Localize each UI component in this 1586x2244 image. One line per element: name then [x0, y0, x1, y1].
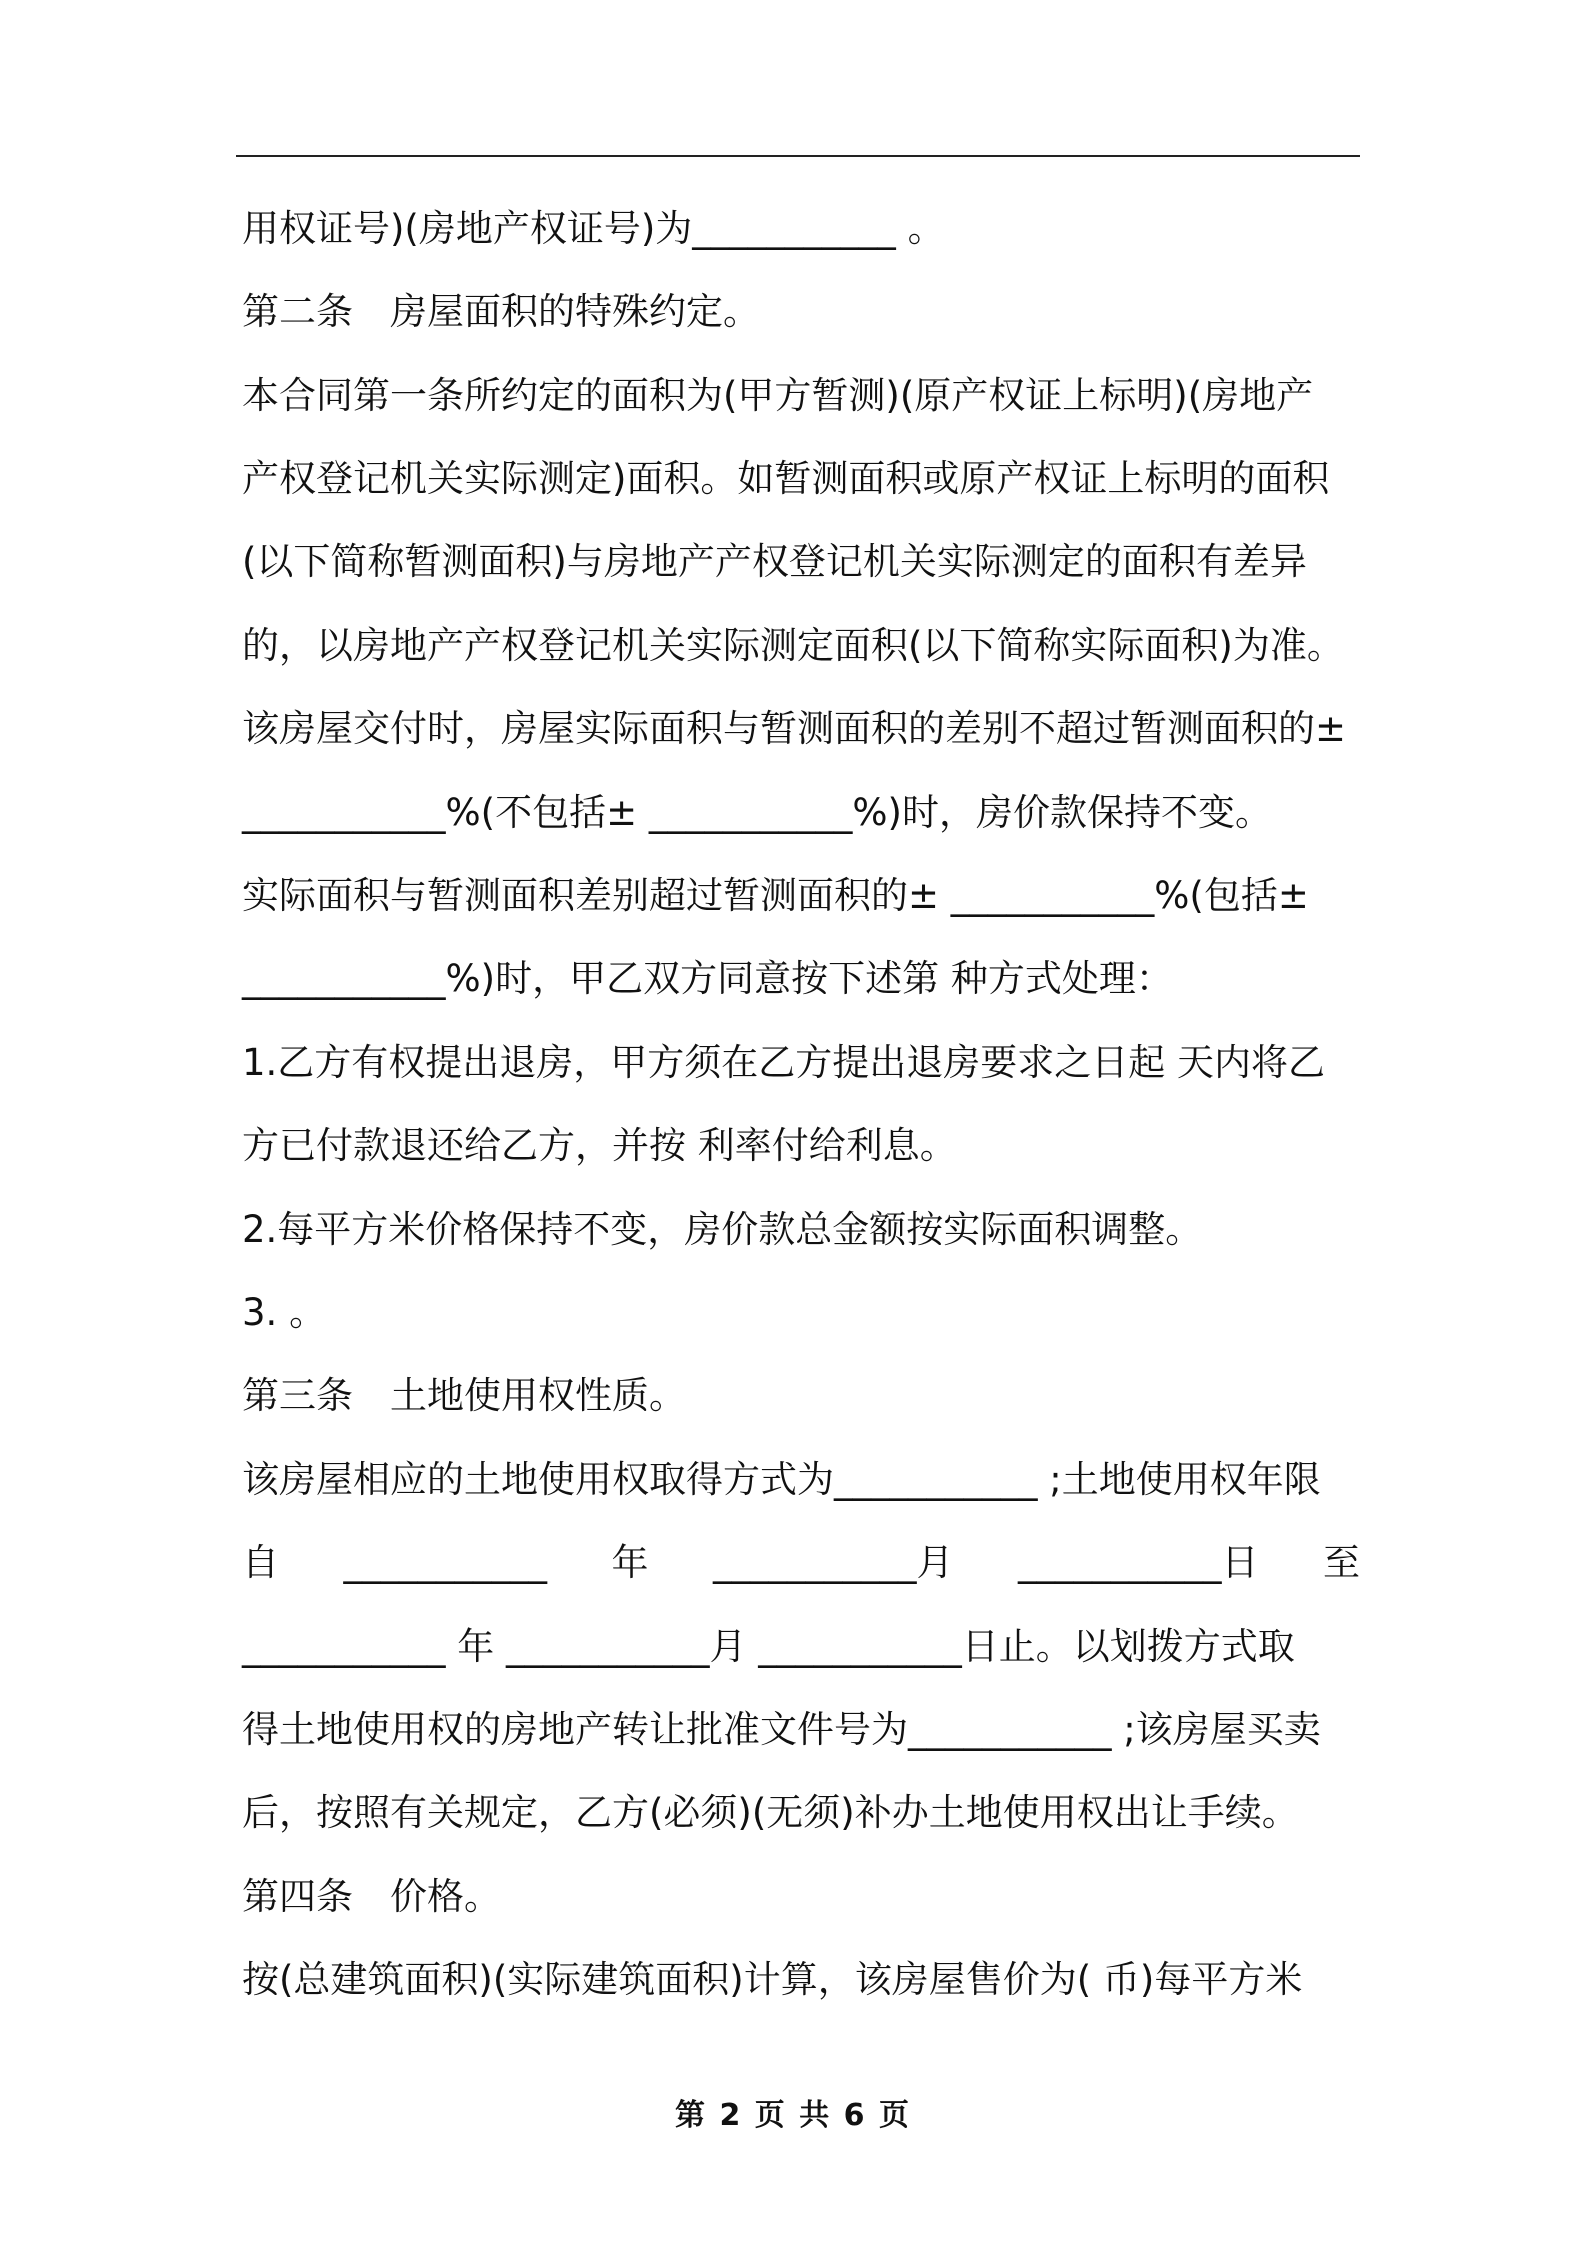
date-token: 自	[242, 1541, 279, 1584]
text-line: 用权证号)(房地产权证号)为___________ 。	[242, 207, 945, 250]
text-line: 按(总建筑面积)(实际建筑面积)计算，该房屋售价为( 币)每平方米	[242, 1958, 1303, 2001]
article-heading: 第四条 价格。	[242, 1875, 501, 1918]
text-line: 方已付款退还给乙方，并按 利率付给利息。	[242, 1124, 957, 1167]
text-line: 该房屋相应的土地使用权取得方式为___________ ;土地使用权年限	[242, 1458, 1321, 1501]
text-line: 产权登记机关实际测定)面积。如暂测面积或原产权证上标明的面积	[242, 457, 1330, 500]
text-line: 后，按照有关规定，乙方(必须)(无须)补办土地使用权出让手续。	[242, 1791, 1299, 1834]
list-item: 1.乙方有权提出退房，甲方须在乙方提出退房要求之日起 天内将乙	[242, 1041, 1326, 1084]
page-number: 第 2 页 共 6 页	[675, 2098, 911, 2133]
date-token: 年	[611, 1541, 649, 1584]
text-line: ___________%(不包括± ___________%)时，房价款保持不变。	[242, 791, 1272, 834]
header-rule	[236, 155, 1360, 157]
text-line: 本合同第一条所约定的面积为(甲方暂测)(原产权证上标明)(房地产	[242, 374, 1314, 417]
date-token: ___________日	[1018, 1541, 1259, 1584]
text-line: 的，以房地产产权登记机关实际测定面积(以下简称实际面积)为准。	[242, 624, 1344, 667]
text-line: 得土地使用权的房地产转让批准文件号为___________ ;该房屋买卖	[242, 1708, 1321, 1751]
text-line: 实际面积与暂测面积差别超过暂测面积的± ___________%(包括±	[242, 874, 1309, 917]
list-item: 3. 。	[242, 1291, 327, 1334]
date-token: 至	[1323, 1541, 1360, 1584]
date-range-line	[242, 1539, 1360, 1587]
date-token: ___________月	[713, 1541, 954, 1584]
text-line: ___________ 年 ___________月 ___________日止。以划拨方式取	[242, 1625, 1295, 1668]
text-line: ___________%)时，甲乙双方同意按下述第 种方式处理：	[242, 957, 1173, 1000]
date-token: ___________	[343, 1541, 547, 1584]
article-heading: 第三条 土地使用权性质。	[242, 1374, 686, 1417]
text-line: 该房屋交付时，房屋实际面积与暂测面积的差别不超过暂测面积的±	[242, 707, 1347, 750]
text-line: (以下简称暂测面积)与房地产产权登记机关实际测定的面积有差异	[242, 540, 1307, 583]
article-heading: 第二条 房屋面积的特殊约定。	[242, 290, 760, 333]
list-item: 2.每平方米价格保持不变，房价款总金额按实际面积调整。	[242, 1208, 1203, 1251]
